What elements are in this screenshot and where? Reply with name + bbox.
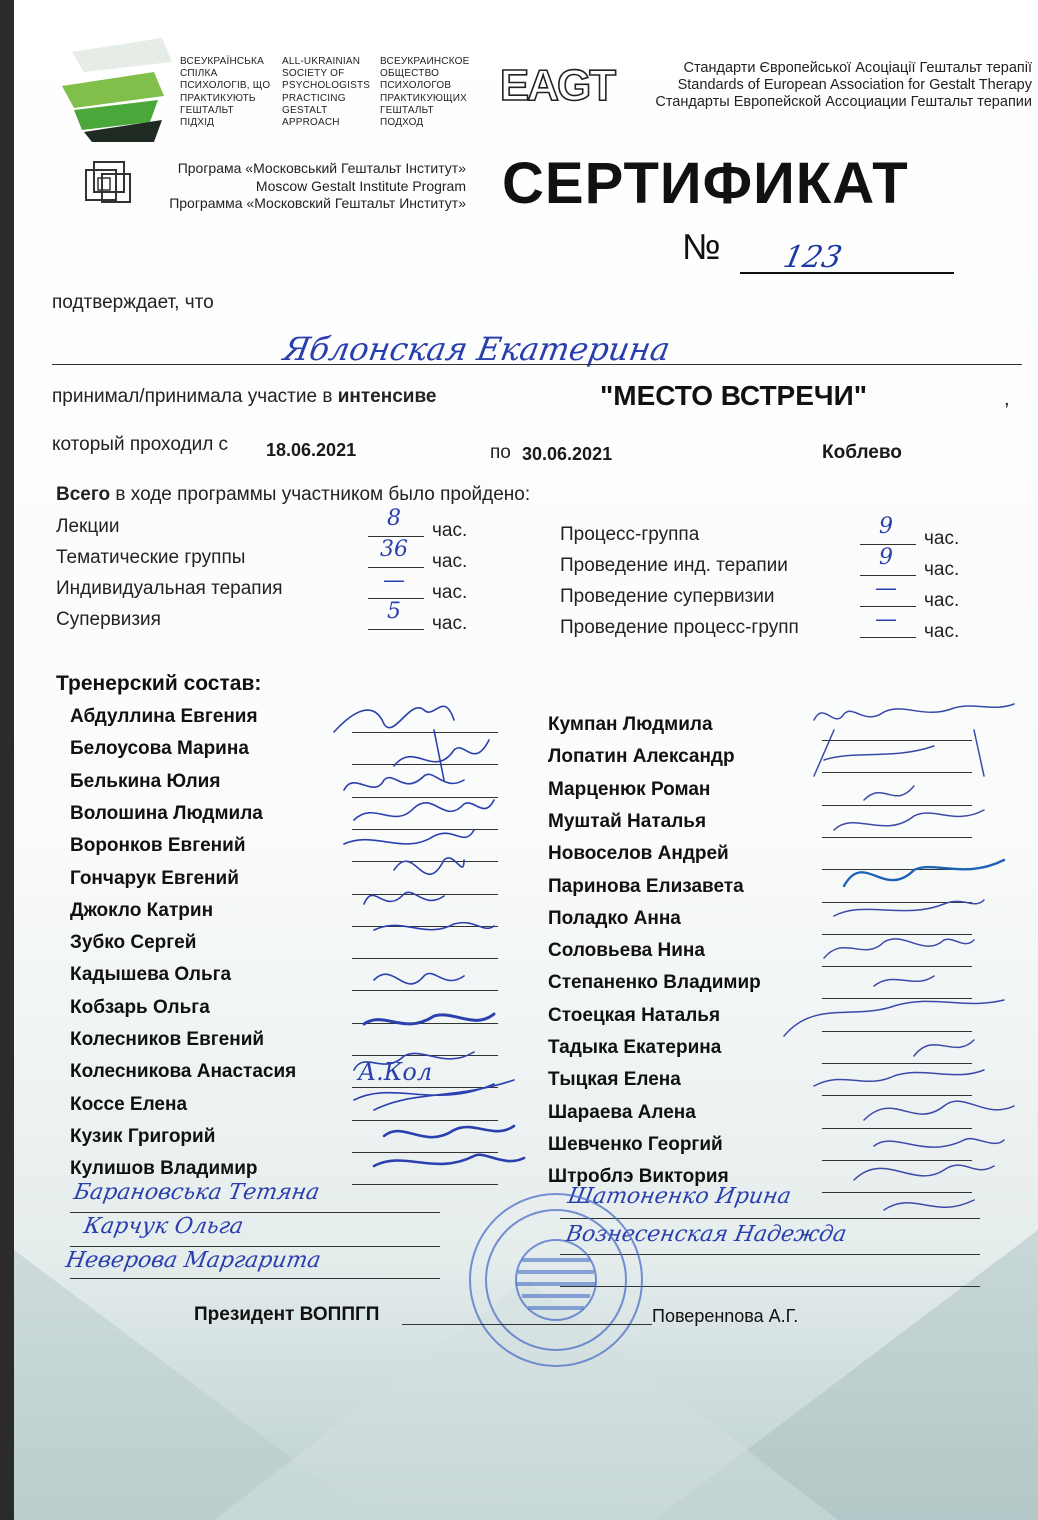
participated-text	[52, 386, 436, 408]
trainer-name: Шараева Алена	[548, 1101, 696, 1123]
participant-name: Яблонская Екатерина	[280, 330, 673, 368]
signature-initials: А.Кол	[358, 1058, 433, 1086]
trainer-name: Стоецкая Наталья	[548, 1004, 721, 1026]
trainer-name: Коссе Елена	[70, 1093, 188, 1115]
trainer-name: Шевченко Георгий	[548, 1133, 723, 1155]
program-ua: Програма «Московський Гештальт Інститут»	[177, 160, 466, 176]
hours-value: —	[383, 568, 405, 593]
org-name-ukrainian: ВСЕУКРАЇНСЬКА СПІЛКА ПСИХОЛОГІВ, ЩО ПРАКТИКУЮТЬ ГЕШТАЛЬТ ПІДХІД	[180, 56, 271, 129]
trainer-name: Гончарук Евгений	[70, 867, 239, 889]
trainer-name: Штроблэ Виктория	[548, 1166, 729, 1188]
hours-unit: час.	[432, 520, 468, 541]
trainer-name: Поладко Анна	[548, 907, 681, 929]
program-en: Moscow Gestalt Institute Program	[255, 177, 466, 194]
name-underline	[52, 364, 1022, 365]
standards-ru: Стандарты Европейской Ассоциации Гештальт терапии	[655, 94, 1032, 110]
handwritten-trainer-3: Неверова Маргарита	[63, 1248, 323, 1273]
president-signature-line	[402, 1324, 652, 1325]
certificate-title: СЕРТИФИКАТ	[502, 151, 909, 216]
number-label: №	[682, 226, 721, 267]
trainer-name: Белоусова Марина	[70, 738, 249, 760]
trainer-name: Абдуллина Евгения	[70, 706, 258, 727]
program-ru: Программа «Московский Гештальт Институт»	[169, 195, 466, 211]
hours-value: 5	[387, 599, 401, 624]
org-name-russian: ВСЕУКРАИНСКОЕ ОБЩЕСТВО ПСИХОЛОГОВ ПРАКТИКУЮЩИХ ГЕШТАЛЬТ ПОДХОД	[380, 56, 470, 129]
trainer-name: Марценюк Роман	[548, 778, 711, 800]
trainer-name: Зубко Сергей	[70, 932, 197, 954]
hours-value: —	[875, 607, 897, 632]
trainer-name: Кобзарь Ольга	[70, 996, 210, 1018]
trainer-name: Кузик Григорий	[70, 1125, 216, 1147]
trainer-name: Кадышева Ольга	[70, 964, 232, 986]
president-name: Поверенnова А.Г.	[652, 1306, 799, 1326]
standards-en: Standards of European Association for Gestalt Therapy	[677, 77, 1032, 93]
trainer-name: Лопатин Александр	[548, 746, 735, 768]
hours-unit: час.	[924, 559, 960, 580]
trainers-title: Тренерский состав:	[56, 672, 262, 695]
handwritten-trainer-4: Шатоненко Ирина	[565, 1184, 793, 1209]
hours-value: 9	[879, 514, 893, 539]
trainer-name: Джокло Катрин	[70, 899, 214, 921]
handwritten-trainer-2: Карчук Ольга	[81, 1214, 246, 1239]
hours-label: Индивидуальная терапия	[56, 578, 283, 599]
official-stamp	[466, 1188, 646, 1372]
trainer-name: Волошина Людмила	[70, 802, 263, 824]
eagt-logo	[499, 58, 615, 110]
handwritten-trainer-5: Вознесенская Надежда	[563, 1222, 849, 1247]
total-bold: Всего	[56, 484, 111, 505]
confirms-text: подтверждает, что	[52, 292, 214, 313]
hours-unit: час.	[924, 621, 960, 642]
hours-row	[560, 607, 980, 648]
hours-label: Лекции	[56, 516, 120, 537]
to-label: по	[490, 442, 511, 463]
hours-label: Проведение супервизии	[560, 586, 775, 607]
hours-unit: час.	[432, 551, 468, 572]
hours-value: 36	[380, 537, 408, 562]
extra-line-1	[70, 1212, 440, 1213]
hours-label: Супервизия	[56, 609, 161, 630]
hours-unit: час.	[432, 582, 468, 603]
hours-value: 9	[879, 545, 893, 570]
event-type: интенсиве	[337, 386, 437, 407]
hours-underline	[860, 637, 916, 638]
trainer-name: Соловьева Нина	[548, 940, 705, 962]
certificate-number: 123	[780, 240, 845, 275]
trainer-name: Кумпан Людмила	[548, 714, 713, 735]
hours-unit: час.	[924, 528, 960, 549]
trainer-name: Тыцкая Елена	[548, 1069, 681, 1091]
hours-row	[560, 545, 980, 586]
trainer-name: Новоселов Андрей	[548, 843, 729, 865]
program-names	[124, 160, 466, 213]
number-underline	[740, 272, 954, 274]
trainer-name: Белькина Юлия	[70, 770, 221, 792]
hours-label: Процесс-группа	[560, 524, 700, 545]
hours-label: Проведение инд. терапии	[560, 555, 788, 576]
trainer-name: Паринова Елизавета	[548, 875, 744, 897]
trainer-name: Степаненко Владимир	[548, 972, 761, 994]
held-label: который проходил с	[52, 434, 229, 455]
hours-row	[560, 576, 980, 617]
hours-label: Проведение процесс-групп	[560, 617, 799, 638]
trainer-name: Колесников Евгений	[70, 1029, 265, 1050]
hours-label: Тематические группы	[56, 547, 246, 568]
signatures-right	[774, 690, 1034, 1230]
certificate-sheet	[14, 0, 1038, 1520]
standards-ua: Стандарти Європейської Асоціації Гештальт терапії	[683, 60, 1032, 76]
hours-row	[56, 599, 476, 640]
total-rest: в ходе программы участником было пройдено:	[110, 484, 531, 505]
president-label: Президент ВОППГП	[194, 1304, 380, 1325]
organization-logo	[62, 38, 172, 142]
handwritten-trainer-1: Барановська Тетяна	[71, 1180, 322, 1205]
hours-value: 8	[387, 506, 401, 531]
trainer-name: Кулишов Владимир	[70, 1158, 258, 1180]
participated-label: принимал/принимала участие в	[52, 386, 333, 407]
extra-line-3	[70, 1278, 440, 1279]
hours-unit: час.	[924, 590, 960, 611]
hours-value: —	[875, 576, 897, 601]
hours-row	[560, 514, 980, 555]
trainer-name: Воронков Евгений	[70, 835, 246, 857]
trainer-name: Колесникова Анастасия	[70, 1061, 297, 1083]
extra-line-2	[70, 1246, 440, 1247]
date-to: 30.06.2021	[522, 444, 613, 464]
hours-underline	[368, 629, 424, 630]
trainer-name: Муштай Наталья	[548, 810, 707, 832]
eagt-logo-text: EAGT	[499, 61, 615, 110]
location: Коблево	[822, 442, 902, 463]
comma-mark: ,	[1004, 388, 1010, 410]
trainer-name: Тадыка Екатерина	[548, 1037, 722, 1058]
eagt-standards	[614, 60, 1032, 111]
org-name-english: ALL-UKRAINIAN SOCIETY OF PSYCHOLOGISTS PRACTICING GESTALT APPROACH	[282, 56, 371, 129]
event-name: "МЕСТО ВСТРЕЧИ"	[600, 380, 867, 411]
total-text	[56, 484, 530, 506]
date-from: 18.06.2021	[266, 440, 357, 460]
signatures-left	[314, 680, 534, 1200]
hours-unit: час.	[432, 613, 468, 634]
